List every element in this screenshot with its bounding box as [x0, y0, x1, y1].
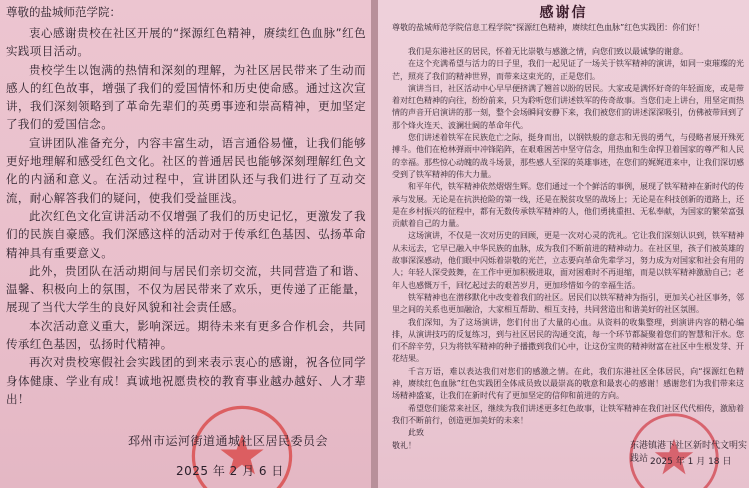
letter-paragraph: 在这个充满希望与活力的日子里，我们一起见证了一场关于铁军精神的演讲，如同一束璀璨的光芒，照亮了我们的精神世界，而带来这束光的，正是您们。 [392, 59, 744, 81]
letter-body [392, 46, 744, 452]
letter-paragraph: 这场演讲，不仅是一次对历史的回顾，更是一次对心灵的洗礼。它让我们深刻认识到，铁军精神从未远去，它早已融入中华民族的血脉，成为我们不断前进的精神动力。在社区里，孩子们被英雄的故事深深感动，他们眼中闪烁着崇敬的光芒，立志要向革命先辈学习，努力成为对国家和社会有用的人；年轻人深受鼓舞，在工作中更加积极进取，面对困难时不再退缩，而是以铁军精神激励自己；老年人也感慨万千，回忆起过去的艰苦岁月，更加珍惜如今的幸福生活。 [392, 231, 744, 290]
letter-greeting: 尊敬的盐城师范学院信息工程学院“探源红色精神，赓续红色血脉”红色实践团：你们好！ [392, 23, 705, 32]
signature-date: 2025 年 2 月 6 日 [176, 464, 284, 478]
letter-paragraph: 贵校学生以饱满的热情和深刻的理解，为社区居民带来了生动而感人的红色故事，增强了我们的爱国情怀和历史使命感。通过这次宣讲，我们深刻领略到了革命先辈们的英勇事迹和崇高精神，更加坚定了我们的爱国信念。 [6, 62, 366, 132]
signature-organization: 邳州市运河街道通城社区居民委员会 [128, 434, 329, 448]
letter-paragraph: 再次对贵校寒假社会实践团的到来表示衷心的感谢，祝各位同学身体健康、学业有成！真诚地祝愿贵校的教育事业越办越好、人才辈出！ [6, 355, 366, 406]
letter-title: 感谢信 [539, 5, 588, 21]
letter-paragraph: 演讲当日，社区活动中心早早便挤满了翘首以盼的居民。大家或是满怀好奇的年轻面庞，或是带着对红色精神的向往，纷纷前来，只为聆听您们讲述铁军的传奇故事。当您们走上讲台，用坚定而热情的声音开启演讲的那一刻，整个会场瞬间安静下来，我们被您们的讲述深深吸引，仿佛被带回到了那个烽火连天、波澜壮阔的革命年代。 [392, 83, 744, 130]
letter-paragraph: 宣讲团队准备充分，内容丰富生动，语言通俗易懂，让我们能够更好地理解和感受红色文化。社区的普通居民也能够深刻理解红色文化的内涵和意义。在活动过程中，宣讲团队还与我们进行了互动交流，耐心解答我们的疑问，使我们受益匪浅。 [6, 135, 366, 205]
letter-paragraph: 您们讲述着铁军在民族危亡之际，挺身而出，以钢铁般的意志和无畏的勇气，与侵略者展开殊死搏斗。他们在枪林弹雨中冲锋陷阵，在艰难困苦中坚守信念，用热血和生命捍卫着国家的尊严和人民的幸福。那些惊心动魄的战斗场景，那些感人至深的英雄事迹，在您们的娓娓道来中，让我们深切感受到了铁军精神的伟大力量。 [392, 133, 744, 179]
thank-you-letter-right [378, 0, 749, 488]
letter-paragraph: 此次红色文化宣讲活动不仅增强了我们的历史记忆，更激发了我们的民族自豪感。我们深感这样的活动对于传承红色基因、弘扬革命精神具有重要意义。 [6, 208, 366, 260]
signature-organization: 东港镇港下社区新时代文明实践站 [630, 441, 748, 464]
letter-closing: 敬礼！ [392, 440, 416, 450]
letter-paragraph: 我们深知，为了这场演讲，您们付出了大量的心血。从资料的收集整理，到演讲内容的精心编排，从演讲技巧的反复练习，到与社区居民的沟通交流，每一个环节都凝聚着您们的智慧和汗水。您们不辞辛劳，只为将铁军精神的种子播撒到我们心中，让这份宝贵的精神财富在社区中生根发芽、开花结果。 [392, 317, 744, 364]
letter-paragraph: 希望您们能常来社区，继续为我们讲述更多红色故事，让铁军精神在我们社区代代相传，激励着我们不断前行，创造更加美好的未来！ [392, 403, 744, 425]
letter-paragraph: 我们是东港社区的居民，怀着无比崇敬与感激之情，向您们致以最诚挚的谢意。 [408, 47, 688, 56]
letter-greeting: 尊敬的盐城师范学院： [6, 5, 121, 19]
letter-closing: 此致 [408, 428, 424, 438]
letter-paragraph: 铁军精神也在潜移默化中改变着我们的社区。居民们以铁军精神为指引，更加关心社区事务，邻里之间的关系也更加融洽，大家相互帮助、相互支持，共同营造出和谐美好的社区氛围。 [392, 292, 744, 315]
photo-divider [371, 0, 378, 488]
letter-paragraph: 千言万语，难以表达我们对您们的感激之情。在此，我们东港社区全体居民，向“探源红色精神，赓续红色血脉”红色实践团全体成员致以最崇高的敬意和最衷心的感谢！感谢您们为我们带来这场精神盛宴，让我们在新时代有了更加坚定的信仰和前进的方向。 [392, 366, 744, 401]
thank-you-letter-left [0, 0, 371, 488]
letter-paragraph: 本次活动意义重大，影响深远。期待未来有更多合作机会，共同传承红色基因，弘扬时代精神。 [6, 318, 366, 352]
letter-paragraph: 和平年代，铁军精神依然熠熠生辉。您们通过一个个鲜活的事例，展现了铁军精神在新时代的传承与发展。无论是在抗洪抢险的第一线，还是在脱贫攻坚的战场上；无论是在科技创新的道路上，还是在乡村振兴的征程中，都有无数传承铁军精神的人，他们勇挑重担、无私奉献，为国家的繁荣富强贡献着自己的力量。 [392, 182, 744, 229]
signature-date: 2025 年 1 月 18 日 [650, 457, 732, 467]
letter-paragraph: 此外，贵团队在活动期间与居民们亲切交流，共同营造了和谐、温馨、积极向上的氛围，不仅为居民带来了欢乐，更传递了正能量，展现了当代大学生的良好风貌和社会责任感。 [6, 263, 366, 315]
letter-body [6, 24, 366, 408]
letter-paragraph: 衷心感谢贵校在社区开展的“探源红色精神，赓续红色血脉”红色实践项目活动。 [6, 26, 366, 59]
